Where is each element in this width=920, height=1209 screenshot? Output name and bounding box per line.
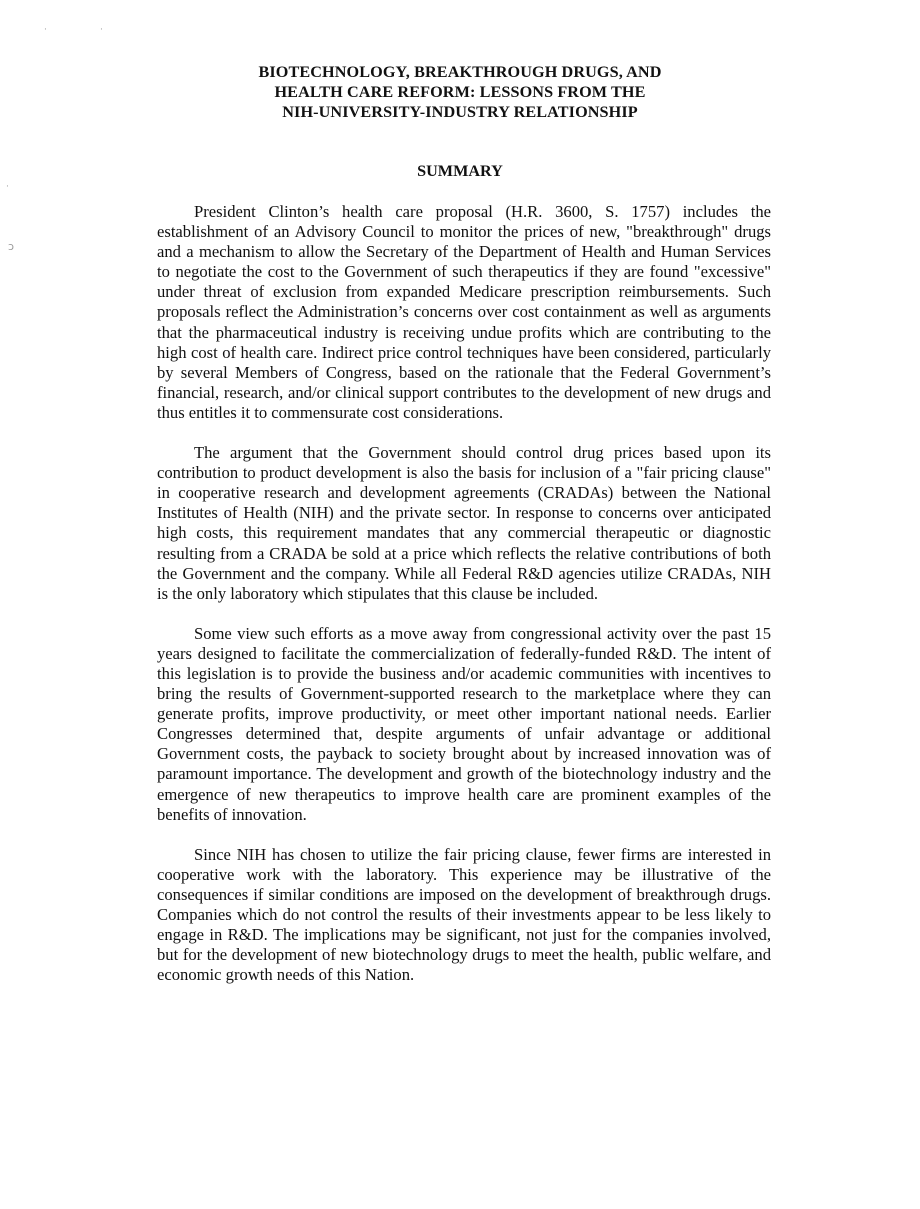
- summary-body: [157, 202, 771, 1005]
- scan-speck: ·: [6, 182, 9, 192]
- title-line: BIOTECHNOLOGY, BREAKTHROUGH DRUGS, AND: [258, 63, 662, 81]
- scan-speck: ·: [44, 25, 47, 35]
- title-line: HEALTH CARE REFORM: LESSONS FROM THE: [274, 83, 646, 101]
- section-heading: SUMMARY: [417, 162, 503, 180]
- paragraph: The argument that the Government should control drug prices based upon its contribution to product development is also the basis for inclusion of a "fair pricing clause" in cooperative research and development agreements (CRADAs) between the National Institutes of Health (NIH) and the private sector. In response to concerns over anticipated high costs, this requirement mandates that any commercial therapeutic or diagnostic resulting from a CRADA be sold at a price which reflects the relative contributions of both the Government and the company. While all Federal R&D agencies utilize CRADAs, NIH is the only laboratory which stipulates that this clause be included.: [157, 443, 771, 603]
- margin-scribble-icon: ↄ: [8, 240, 15, 253]
- scan-speck: ·: [100, 25, 103, 35]
- document-title: [190, 62, 730, 122]
- paragraph: Since NIH has chosen to utilize the fair pricing clause, fewer firms are interested in cooperative work with the laboratory. This experience may be illustrative of the consequences if similar conditions are imposed on the development of breakthrough drugs. Companies which do not control the results of their investments appear to be less likely to engage in R&D. The implications may be significant, not just for the companies involved, but for the development of new biotechnology drugs to meet the health, public welfare, and economic growth needs of this Nation.: [157, 844, 771, 985]
- title-line: NIH-UNIVERSITY-INDUSTRY RELATIONSHIP: [282, 103, 638, 121]
- paragraph: President Clinton’s health care proposal (H.R. 3600, S. 1757) includes the establishment of an Advisory Council to monitor the prices of new, "breakthrough" drugs and a mechanism to allow the Secretary of the Department of Health and Human Services to negotiate the cost to the Government of such therapeutics if they are found "excessive" under threat of exclusion from expanded Medicare prescription reimbursements. Such proposals reflect the Administration’s concerns over cost containment as well as arguments that the pharmaceutical industry is receiving undue profits which are contributing to the high cost of health care. Indirect price control techniques have been considered, particularly by several Members of Congress, based on the rationale that the Federal Government’s financial, research, and/or clinical support contributes to the development of new drugs and thus entitles it to commensurate cost considerations.: [157, 202, 771, 422]
- paragraph: Some view such efforts as a move away from congressional activity over the past 15 years designed to facilitate the commercialization of federally-funded R&D. The intent of this legislation is to provide the business and/or academic communities with incentives to bring the results of Government-supported research to the marketplace where they can generate profits, improve productivity, or meet other important national needs. Earlier Congresses determined that, despite arguments of unfair advantage or additional Government costs, the payback to society brought about by increased innovation was of paramount importance. The development and growth of the biotechnology industry and the emergence of new therapeutics to improve health care are prominent examples of the benefits of innovation.: [157, 623, 771, 824]
